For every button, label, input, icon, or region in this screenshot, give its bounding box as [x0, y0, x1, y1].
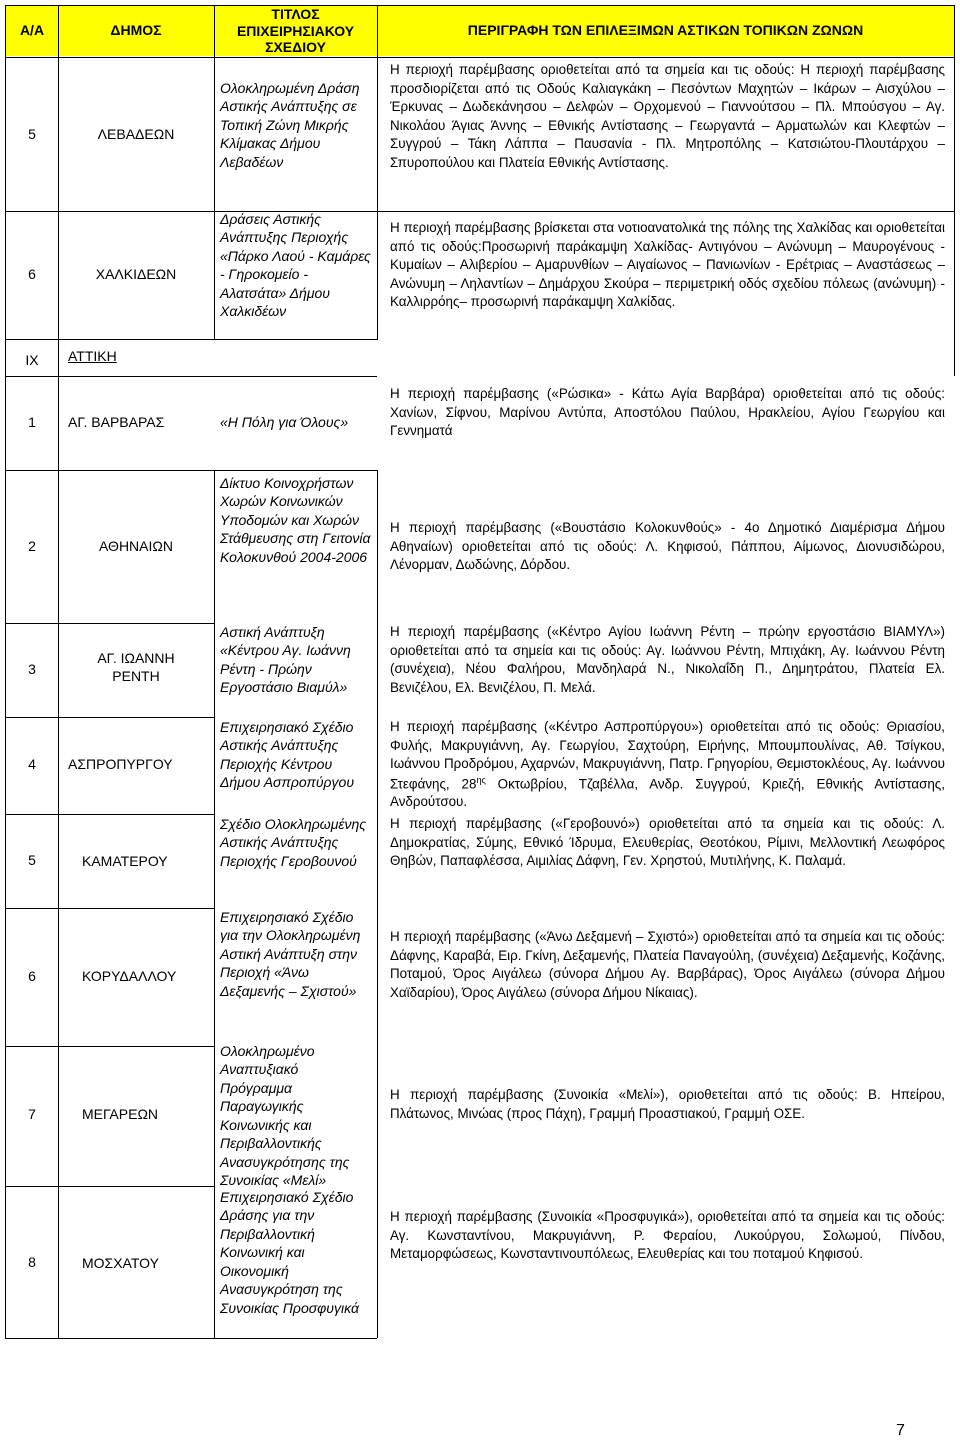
row-agvarvara-title [216, 413, 377, 435]
grid-line [5, 376, 377, 377]
row-moschatou-title [216, 1188, 377, 1338]
row-megareon-description [386, 1086, 951, 1146]
row-levadeon-aa [6, 60, 58, 210]
grid-line [58, 5, 59, 1338]
grid-line [5, 339, 377, 340]
row-chalkideon-aa [6, 212, 58, 338]
row-levadeon-title [216, 79, 377, 209]
row-levadeon-description [386, 61, 951, 211]
header-title-line1: ΤΙΤΛΟΣ [271, 6, 320, 22]
row-aa-value: 5 [28, 126, 36, 143]
row-athinaion-aa [6, 472, 58, 622]
row-korydallou-dimos [82, 967, 214, 989]
row-title-value: Αστική Ανάπτυξη «Κέντρου Αγ. Ιωάννη Ρέντη - Πρώην Εργοστάσιο Βιαμύλ» [220, 624, 351, 696]
grid-line [377, 470, 378, 1338]
grid-line [214, 470, 215, 1338]
row-description-superscript: ης [476, 774, 486, 785]
row-levadeon-dimos [58, 60, 214, 210]
grid-line [377, 5, 378, 57]
grid-line [5, 814, 214, 815]
region-name [68, 347, 208, 371]
row-aa-value: 5 [28, 852, 36, 869]
region-code-value: IX [25, 352, 39, 369]
row-aa-value: 6 [28, 266, 36, 283]
row-description-value: Η περιοχή παρέμβασης («Ρώσικα» - Κάτω Αγία Βαρβάρα) οριοθετείται από τις οδούς: Χανίων, Σίφνου, Μαρίνου Αντύπα, Αποστόλου Παύλου, Ηρακλείου, Αγίου Γεωργίου και Γεννηματά [390, 386, 945, 438]
grid-line [5, 5, 6, 1338]
row-aa-value: 7 [28, 1106, 36, 1123]
row-description-value: Η περιοχή παρέμβασης («Γεροβουνό») οριοθετείται από τα σημεία και τις οδούς: Λ. Δημοκρατίας, Σύμης, Εθνικό Ίδρυμα, Ελευθερίας, Θεοτόκου, Ρίμινι, Μελλοντική Λεωφόρος Θηβών, Παπαφλέσσα, Αιμιλίας Δάφνη, Γεν. Χρηστού, Μυτιλήνης, Κ. Παλαμά. [390, 816, 945, 868]
row-dimos-value: ΑΓ. ΒΑΡΒΑΡΑΣ [68, 414, 165, 430]
row-dimos-value: ΚΟΡΥΔΑΛΛΟΥ [82, 968, 177, 984]
row-dimos-value: ΑΓ. ΙΩΑΝΝΗ ΡΕΝΤΗ [97, 649, 175, 684]
row-aa-value: 8 [28, 1254, 36, 1271]
row-description-value: Η περιοχή παρέμβασης («Κέντρο Αγίου Ιωάννη Ρέντη – πρώην εργοστάσιο ΒΙΑΜΥΛ») οριοθετείται από τα σημεία και τις οδούς: Αγ. Ιωάννου Ρέντη, Μπιχάκη, Αγ. Ιωάννου Ρέντη (συνέχεια), Νέου Φαλήρου, Μανδηλαρά Ν., Νικολαΐδη Π., Δημητράτου, Πλατεία Ελ. Βενιζέλου, Ελ. Βενιζέλου, Π. Μελά. [390, 624, 945, 695]
grid-line [5, 470, 377, 471]
grid-line [214, 57, 215, 340]
header-dimos-cell [58, 6, 214, 56]
row-athinaion-description [386, 519, 951, 579]
row-aa-value: 3 [28, 661, 36, 678]
row-dimos-value: ΑΘΗΝΑΙΩΝ [99, 538, 173, 555]
header-aa: Α/Α [19, 22, 45, 39]
row-agioannirenti-description [386, 623, 951, 717]
row-description-value: Η περιοχή παρέμβασης («Κέντρο Ασπροπύργου») οριοθετείται από τις οδούς: Θριασίου, Φυλής, Μακρυγιάννη, Αγ. Γεωργίου, Σαχτούρη, Ειρήνης, Μπουμπουλίνας, Αθ. Τσίγκου, Ιωάννου Προδρόμου, Αχαρνών, Μακρυγιάννη, Πατρ. Γρηγορίου, Θεμιστοκλέους, Αγ. Ιωάννου Στεφάνης, 28 [390, 719, 945, 791]
row-title-value: «Η Πόλη για Όλους» [220, 414, 349, 430]
row-korydallou-title [216, 908, 377, 1042]
grid-line [214, 5, 215, 57]
row-description-value: Η περιοχή παρέμβασης βρίσκεται στα νοτιοανατολικά της πόλης της Χαλκίδας και οριοθετείται από τις οδούς:Προσωρινή παράκαμψη Χαλκίδας- Αντιγόνου – Ανώνυμη – Μαυρογένους - Κυμαίων – Αλιβερίου – Αμαρυνθίων – Αιγαίωνος – Πανιωνίων - Ερέτριας – Αναστάσεως – Ανώνυμη – Ληλαντίων – Δημάρχου Σκούρα – περιμετρική οδός σχεδίου πόλεως (ανώνυμη) - Καλλιρρόης– προσωρινή παράκαμψη Χαλκίδας. [390, 220, 945, 309]
grid-line [5, 5, 955, 6]
grid-line [5, 623, 214, 624]
header-title-line2: ΕΠΙΧΕΙΡΗΣΙΑΚΟΥ [236, 22, 355, 39]
row-dimos-value: ΜΕΓΑΡΕΩΝ [82, 1106, 159, 1122]
header-perigrafi: ΠΕΡΙΓΡΑΦΗ ΤΩΝ ΕΠΙΛΕΞΙΜΩΝ ΑΣΤΙΚΩΝ ΤΟΠΙΚΩΝ ΖΩΝΩΝ [467, 22, 864, 39]
row-moschatou-dimos [82, 1254, 214, 1276]
header-aa-cell [6, 6, 58, 56]
row-title-value: Ολοκληρωμένο Αναπτυξιακό Πρόγραμμα Παραγωγικής Κοινωνικής και Περιβαλλοντικής Ανασυγκρότησης της Συνοικίας «Μελί» [220, 1043, 350, 1189]
row-aspropyrgou-description [386, 718, 951, 814]
grid-line [5, 1186, 214, 1187]
row-title-value: Επιχειρησιακό Σχέδιο για την Ολοκληρωμένη Αστική Ανάπτυξη στην Περιοχή «Άνω Δεξαμενής – Σχιστού» [220, 909, 361, 999]
row-chalkideon-title [216, 210, 377, 340]
grid-line [5, 211, 955, 212]
row-moschatou-aa [6, 1248, 58, 1278]
row-agvarvara-description [386, 385, 951, 465]
row-megareon-title [216, 1042, 377, 1194]
row-agioannirenti-title [216, 623, 377, 719]
region-name-value: ΑΤΤΙΚΗ [68, 348, 117, 364]
row-kamaterou-description [386, 815, 951, 911]
row-title-value: Επιχειρησιακό Σχέδιο Αστικής Ανάπτυξης Περιοχής Κέντρου Δήμου Ασπροπύργου [220, 719, 355, 791]
row-agioannirenti-aa [6, 625, 58, 715]
row-aspropyrgou-title [216, 718, 377, 814]
row-dimos-value: ΜΟΣΧΑΤΟΥ [82, 1255, 159, 1271]
row-chalkideon-dimos [58, 212, 214, 338]
row-aa-value: 6 [28, 968, 36, 985]
row-description-value: Η περιοχή παρέμβασης (Συνοικία «Μελί»), οριοθετείται από τις οδούς: Β. Ηπείρου, Πλάτωνος, Μινώας (προς Πάχη), Γραμμή Προαστιακού, Γραμμή ΟΣΕ. [390, 1087, 945, 1121]
row-description-value: Η περιοχή παρέμβασης (Συνοικία «Προσφυγικά»), οριοθετείται από τα σημεία και τις οδούς: Αγ. Κωνσταντίνου, Μακρυγιάννη, Ρ. Φεραίου, Λυκούργου, Σολωμού, Πίνδου, Μεταμορφώσεως, Κωνσταντινουπόλεως, Ελευθερίας και του ποταμού Κηφισού. [390, 1209, 945, 1261]
row-kamaterou-title [216, 815, 377, 911]
row-kamaterou-aa [6, 846, 58, 876]
row-title-value: Επιχειρησιακό Σχέδιο Δράσης για την Περιβαλλοντική Κοινωνική και Οικονομική Ανασυγκρότηση της Συνοικίας Προσφυγικά [220, 1189, 359, 1316]
grid-line [5, 1046, 214, 1047]
row-korydallou-aa [6, 962, 58, 992]
row-description-value: Η περιοχή παρέμβασης («Άνω Δεξαμενή – Σχιστό») οριοθετείται από τα σημεία και τις οδούς: Δάφνης, Καραβά, Ειρ. Γκίνη, Δεξαμενής, Πλατεία Παναγούλη, (συνέχεια) Δεξαμενής, Κοζάνης, Ποταμού, Όρος Αιγάλεω (σύνορα Δήμου Αγ. Βαρβάρας), Όρος Αιγάλεω (σύνορα Δήμου Χαϊδαρίου), Όρος Αιγάλεω (σύνορα Δήμου Νίκαιας). [390, 929, 945, 1000]
header-title-line3: ΣΧΕΔΙΟΥ [265, 39, 326, 56]
row-title-value: Δράσεις Αστικής Ανάπτυξης Περιοχής «Πάρκο Λαού - Καμάρες - Γηροκομείο - Αλατσάτα» Δήμου Χαλκιδέων [220, 211, 371, 320]
header-dimos: ΔΗΜΟΣ [110, 22, 162, 39]
row-chalkideon-description [386, 219, 951, 337]
row-athinaion-title [216, 474, 377, 624]
header-perigrafi-cell [377, 6, 954, 56]
grid-line [5, 908, 214, 909]
row-korydallou-description [386, 928, 951, 1034]
region-code [6, 346, 58, 376]
row-dimos-value: ΑΣΠΡΟΠΥΡΓΟΥ [68, 756, 173, 772]
row-title-value: Σχέδιο Ολοκληρωμένης Αστικής Ανάπτυξης Περιοχής Γεροβουνού [220, 816, 367, 869]
grid-line [954, 5, 955, 376]
row-agvarvara-aa [6, 408, 58, 438]
row-description-value: Η περιοχή παρέμβασης («Βουστάσιο Κολοκυνθούς» - 4ο Δημοτικό Διαμέρισμα Δήμου Αθηναίων) οριοθετείται από τις οδούς: Λ. Κηφισού, Πάππου, Αίμωνος, Διονυσιδώρου, Λένορμαν, Δωδώνης, Δόρδου. [390, 520, 945, 572]
row-aa-value: 1 [28, 414, 36, 431]
grid-line [5, 1338, 377, 1339]
row-aa-value: 4 [28, 756, 36, 773]
row-title-value: Δίκτυο Κοινοχρήστων Χωρών Κοινωνικών Υποδομών και Χωρών Στάθμευσης στη Γειτονία Κολοκυνθού 2004-2006 [220, 475, 371, 565]
page-number: 7 [896, 1422, 905, 1439]
row-description-value: Η περιοχή παρέμβασης οριοθετείται από τα σημεία και τις οδούς: Η περιοχή παρέμβασης προσδιορίζεται από τις Οδούς Καλιαγκάκη – Πεσόντων Μαχητών – Ικάρων – Αισχύλου – Έρκυνας – Δωδεκάνησου – Δελφών – Ορχομενού – Γιαννούτσου – Πλ. Μπούσγου – Αγ. Νικολάου Άγιας Άννης – Εθνικής Αντίστασης – Γεωργαντά – Αρματωλών και Κλεφτών – Συγγρού – Τάκη Λάππα – Παυσανία - Πλ. Μητροπόλης – Κατσιώτου-Πλουτάρχου – Σπυροπούλου και Πλατεία Εθνικής Αντίστασης. [390, 62, 945, 170]
row-moschatou-description [386, 1208, 951, 1314]
row-agvarvara-dimos [68, 413, 218, 435]
row-agioannirenti-dimos [58, 645, 214, 689]
grid-line [377, 57, 378, 340]
row-megareon-aa [6, 1100, 58, 1130]
row-kamaterou-dimos [82, 852, 214, 874]
row-description-value-cont: Οκτωβρίου, Τζαβέλλα, Ανδρ. Συγγρού, Κριεζή, Εθνικής Αντίστασης, Ανδρούτσου. [390, 775, 945, 810]
row-dimos-value: ΧΑΛΚΙΔΕΩΝ [95, 266, 177, 283]
row-megareon-dimos [82, 1105, 214, 1127]
row-dimos-value: ΛΕΒΑΔΕΩΝ [97, 126, 175, 143]
row-title-value: Ολοκληρωμένη Δράση Αστικής Ανάπτυξης σε Τοπική Ζώνη Μικρής Κλίμακας Δήμου Λεβαδέων [220, 80, 360, 170]
grid-line [5, 717, 214, 718]
row-aa-value: 2 [28, 538, 36, 555]
row-dimos-value: ΚΑΜΑΤΕΡΟΥ [82, 853, 168, 869]
header-title-cell [214, 6, 377, 56]
grid-line [5, 57, 955, 58]
row-aspropyrgou-aa [6, 750, 58, 780]
row-aspropyrgou-dimos [68, 755, 214, 777]
row-athinaion-dimos [58, 472, 214, 622]
